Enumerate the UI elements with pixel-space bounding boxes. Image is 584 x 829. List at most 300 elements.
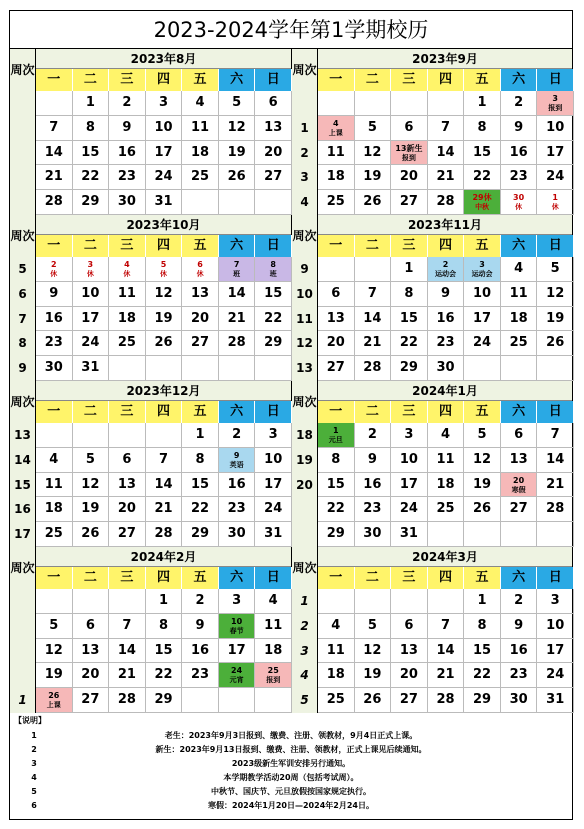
day-cell: 30 [36,356,73,381]
day-cell: 16 [219,473,256,498]
weekday-header: 日 [537,567,574,589]
day-cell: 25 [109,331,146,356]
week-number [10,190,36,215]
day-cell: 28 [355,356,392,381]
weekday-header: 五 [464,69,501,91]
day-cell: 25 [182,165,219,190]
day-cell: 13 [255,116,292,141]
day-number: 20 [513,475,525,485]
day-note: 休 [159,270,167,278]
day-cell: 20 [109,497,146,522]
weekday-header: 二 [355,235,392,257]
day-number: 1 [332,426,339,435]
day-cell: 30 [428,356,465,381]
week-number: 10 [292,282,318,307]
day-cell: 15 [318,473,355,498]
week-number: 1 [292,116,318,141]
day-cell [255,356,292,381]
day-cell: 20 [255,141,292,166]
day-cell: 6 [318,282,355,307]
day-cell [501,473,538,498]
weekday-header: 二 [73,235,110,257]
day-cell [219,448,256,473]
day-cell: 10 [73,282,110,307]
day-cell [391,589,428,614]
month-block [10,215,292,381]
day-cell: 26 [219,165,256,190]
weekday-header: 日 [537,69,574,91]
day-cell [146,356,183,381]
weekday-header: 日 [255,401,292,423]
weekday-header: 一 [318,567,355,589]
day-cell: 12 [355,141,392,166]
day-cell: 20 [73,663,110,688]
day-cell: 28 [537,497,574,522]
day-cell: 12 [355,639,392,664]
weekday-header: 三 [109,235,146,257]
day-cell: 11 [318,639,355,664]
day-cell: 13 [182,282,219,307]
notes-section [10,715,572,819]
note-index: 2 [31,745,37,754]
day-cell: 2 [109,91,146,116]
day-cell [73,589,110,614]
day-cell: 8 [73,116,110,141]
week-column-label: 周次 [292,215,318,257]
day-cell: 27 [391,688,428,713]
day-note: 运动会 [471,270,493,278]
week-number: 3 [292,165,318,190]
day-cell: 7 [428,116,465,141]
weekday-header: 三 [391,567,428,589]
day-cell [36,257,73,282]
day-cell: 18 [501,307,538,332]
day-cell: 8 [391,282,428,307]
day-number: 7 [233,260,240,269]
day-cell: 4 [182,91,219,116]
day-cell [182,257,219,282]
day-cell: 25 [36,522,73,547]
day-cell: 11 [318,141,355,166]
day-cell: 18 [318,165,355,190]
day-cell: 18 [428,473,465,498]
day-cell: 23 [219,497,256,522]
day-cell [36,688,73,713]
note-index: 6 [31,801,37,810]
weekday-header: 日 [255,567,292,589]
day-cell: 23 [355,497,392,522]
weekday-header: 六 [219,235,256,257]
day-cell: 27 [318,356,355,381]
note-text: 新生：2023年9月13日报到、缴费、注册、领教材，正式上课见后续通知。 [155,745,427,754]
day-cell: 17 [146,141,183,166]
day-cell: 17 [255,473,292,498]
day-cell [219,190,256,215]
day-cell: 5 [355,614,392,639]
day-cell: 26 [464,497,501,522]
week-number: 1 [10,688,36,713]
day-cell: 21 [36,165,73,190]
day-cell: 23 [109,165,146,190]
day-cell: 23 [182,663,219,688]
day-cell: 25 [318,190,355,215]
day-cell: 13 [109,473,146,498]
day-note: 休 [86,270,94,278]
day-note: 春节 [229,626,244,635]
week-number: 7 [10,307,36,332]
day-cell [109,423,146,448]
day-cell: 14 [428,639,465,664]
day-cell: 5 [464,423,501,448]
day-cell: 14 [537,448,574,473]
weekday-header: 三 [391,69,428,91]
day-cell: 30 [355,522,392,547]
week-column-label: 周次 [10,381,36,423]
weekday-header: 三 [391,235,428,257]
day-cell: 13 [501,448,538,473]
day-cell: 16 [501,639,538,664]
day-cell: 29 [391,356,428,381]
weekday-header: 五 [464,401,501,423]
day-cell: 31 [255,522,292,547]
day-cell: 18 [109,307,146,332]
day-cell: 18 [318,663,355,688]
weekday-header: 六 [219,401,256,423]
day-note: 运动会 [434,270,456,278]
day-cell: 12 [464,448,501,473]
day-cell: 27 [391,190,428,215]
day-cell [464,257,501,282]
day-cell: 22 [391,331,428,356]
day-cell: 4 [36,448,73,473]
day-cell [219,688,256,713]
day-cell: 1 [146,589,183,614]
month-title: 2024年1月 [318,381,572,401]
day-cell [219,257,256,282]
day-number: 2 [50,260,57,269]
day-cell: 23 [36,331,73,356]
day-cell: 7 [109,614,146,639]
day-cell: 14 [428,141,465,166]
month-block [292,49,572,215]
day-cell: 20 [391,663,428,688]
note-text: 寒假：2024年1月20日—2024年2月24日。 [208,801,374,810]
week-number [10,589,36,614]
weekday-header: 三 [109,567,146,589]
weekday-header: 二 [355,69,392,91]
day-cell [219,663,256,688]
day-cell: 27 [182,331,219,356]
day-cell [109,257,146,282]
weekday-header: 六 [501,69,538,91]
weekday-header: 六 [501,235,538,257]
day-cell: 9 [428,282,465,307]
month-title: 2023年11月 [318,215,572,235]
weekday-header: 四 [146,69,183,91]
day-note: 中秋 [475,203,490,212]
day-cell: 14 [109,639,146,664]
day-cell: 19 [537,307,574,332]
day-cell: 24 [255,497,292,522]
day-cell [318,91,355,116]
week-number: 12 [292,331,318,356]
day-cell: 26 [73,522,110,547]
day-cell: 13 [318,307,355,332]
day-cell: 19 [146,307,183,332]
day-cell: 26 [355,688,392,713]
day-cell: 10 [464,282,501,307]
day-cell: 11 [109,282,146,307]
day-cell: 11 [182,116,219,141]
day-cell: 19 [219,141,256,166]
day-cell: 11 [428,448,465,473]
week-number: 5 [10,257,36,282]
day-cell: 12 [219,116,256,141]
day-cell [428,522,465,547]
day-cell: 1 [73,91,110,116]
day-number: 3 [552,94,558,103]
day-cell: 6 [255,91,292,116]
day-cell: 5 [355,116,392,141]
month-block [10,49,292,215]
weekday-header: 四 [428,235,465,257]
day-cell: 10 [146,116,183,141]
weekday-header: 二 [355,567,392,589]
week-number [292,91,318,116]
weekday-header: 六 [219,567,256,589]
day-cell: 9 [501,116,538,141]
day-cell: 22 [182,497,219,522]
day-cell: 19 [36,663,73,688]
day-cell: 25 [501,331,538,356]
day-cell: 31 [537,688,574,713]
week-number: 13 [292,356,318,381]
day-cell: 25 [428,497,465,522]
weekday-header: 五 [182,567,219,589]
day-cell [318,423,355,448]
day-number: 8 [270,260,276,269]
day-cell: 23 [501,165,538,190]
day-cell [318,257,355,282]
week-number [10,165,36,190]
day-cell: 3 [255,423,292,448]
day-cell: 1 [464,91,501,116]
day-cell [355,91,392,116]
note-row [10,743,572,756]
week-number: 8 [10,331,36,356]
day-cell: 21 [428,663,465,688]
day-cell: 22 [73,165,110,190]
day-cell [537,91,574,116]
day-number: 9 [233,450,240,460]
week-number: 2 [292,614,318,639]
day-cell: 8 [182,448,219,473]
day-cell: 2 [219,423,256,448]
note-row [10,757,572,770]
week-number: 6 [10,282,36,307]
weekday-header: 五 [182,69,219,91]
note-row [10,771,572,784]
weekday-header: 一 [36,69,73,91]
note-row [10,785,572,798]
day-cell [109,356,146,381]
day-cell: 7 [537,423,574,448]
day-cell: 1 [464,589,501,614]
weekday-header: 四 [428,401,465,423]
day-note: 休 [50,270,58,278]
day-cell: 21 [146,497,183,522]
day-cell: 1 [182,423,219,448]
day-cell: 18 [182,141,219,166]
weekday-header: 一 [318,69,355,91]
month-title: 2023年12月 [36,381,291,401]
day-cell: 29 [146,688,183,713]
week-number [292,497,318,522]
day-cell: 24 [73,331,110,356]
day-note: 休 [196,270,204,278]
day-cell: 3 [537,589,574,614]
day-cell: 24 [391,497,428,522]
day-cell [182,190,219,215]
day-cell: 28 [219,331,256,356]
day-cell: 26 [537,331,574,356]
day-cell: 6 [391,116,428,141]
weekday-header: 六 [501,401,538,423]
day-cell: 30 [219,522,256,547]
weekday-header: 一 [318,401,355,423]
weekday-header: 一 [36,235,73,257]
calendar-page [9,10,573,820]
day-number: 10 [231,616,243,626]
day-cell: 21 [428,165,465,190]
day-cell: 5 [36,614,73,639]
month-block [292,547,572,713]
day-cell: 7 [428,614,465,639]
note-text: 老生：2023年9月3日报到、缴费、注册、领教材，9月4日正式上课。 [164,731,418,740]
day-note: 休 [123,270,131,278]
day-cell: 21 [355,331,392,356]
note-row [10,729,572,742]
day-cell: 8 [464,614,501,639]
weekday-header: 五 [464,567,501,589]
day-note: 报到 [548,104,563,112]
day-cell [182,356,219,381]
day-cell: 7 [355,282,392,307]
note-text: 2023级新生军训安排另行通知。 [231,759,351,768]
day-number: 6 [197,260,203,269]
day-cell [537,356,574,381]
day-cell: 22 [464,165,501,190]
day-cell: 20 [182,307,219,332]
weekday-header: 四 [146,401,183,423]
day-cell: 21 [219,307,256,332]
day-cell: 29 [464,688,501,713]
month-block [292,215,572,381]
day-cell [36,589,73,614]
day-cell: 9 [36,282,73,307]
day-note: 班 [269,270,277,278]
day-cell: 24 [537,663,574,688]
day-cell: 8 [146,614,183,639]
day-cell: 17 [537,639,574,664]
day-cell: 19 [464,473,501,498]
day-cell [255,257,292,282]
day-cell: 2 [501,589,538,614]
day-cell [355,589,392,614]
week-number: 9 [292,257,318,282]
day-cell: 12 [146,282,183,307]
day-cell: 29 [182,522,219,547]
day-cell: 10 [537,614,574,639]
day-cell: 7 [36,116,73,141]
day-cell: 3 [391,423,428,448]
day-cell: 15 [182,473,219,498]
month-title: 2023年9月 [318,49,572,69]
day-cell: 23 [428,331,465,356]
day-cell [255,190,292,215]
day-number: 4 [124,260,130,269]
day-cell: 21 [537,473,574,498]
day-cell: 6 [73,614,110,639]
day-cell: 22 [464,663,501,688]
day-cell: 14 [146,473,183,498]
weekday-header: 三 [391,401,428,423]
day-cell: 13 [391,639,428,664]
week-column-label: 周次 [10,215,36,257]
day-cell: 29 [255,331,292,356]
day-number: 3 [479,260,485,269]
day-cell: 16 [109,141,146,166]
day-cell [537,190,574,215]
weekday-header: 三 [109,401,146,423]
week-number [10,91,36,116]
day-note: 报到 [266,676,281,685]
day-number: 2 [442,260,449,269]
note-index: 5 [31,787,37,796]
day-cell: 16 [182,639,219,664]
day-cell: 14 [355,307,392,332]
day-cell: 10 [255,448,292,473]
week-number [10,116,36,141]
day-cell: 4 [428,423,465,448]
day-note: 报到 [401,153,416,162]
weekday-header: 二 [73,401,110,423]
day-cell: 29 [318,522,355,547]
day-cell: 16 [355,473,392,498]
weekday-header: 二 [355,401,392,423]
day-number: 13新生 [395,143,423,153]
day-cell [464,522,501,547]
note-index: 4 [31,773,37,782]
weekday-header: 日 [537,401,574,423]
day-number: 1 [552,193,558,203]
day-cell [355,257,392,282]
day-number: 29休 [472,193,492,203]
weekday-header: 六 [501,567,538,589]
day-cell: 27 [109,522,146,547]
day-cell: 29 [73,190,110,215]
day-cell: 24 [537,165,574,190]
week-number: 17 [10,522,36,547]
weekday-header: 日 [537,235,574,257]
month-title: 2023年8月 [36,49,291,69]
weekday-header: 五 [182,235,219,257]
day-cell: 17 [391,473,428,498]
week-column-label: 周次 [10,49,36,91]
day-cell: 12 [73,473,110,498]
weekday-header: 日 [255,235,292,257]
day-note: 上课 [328,128,343,137]
